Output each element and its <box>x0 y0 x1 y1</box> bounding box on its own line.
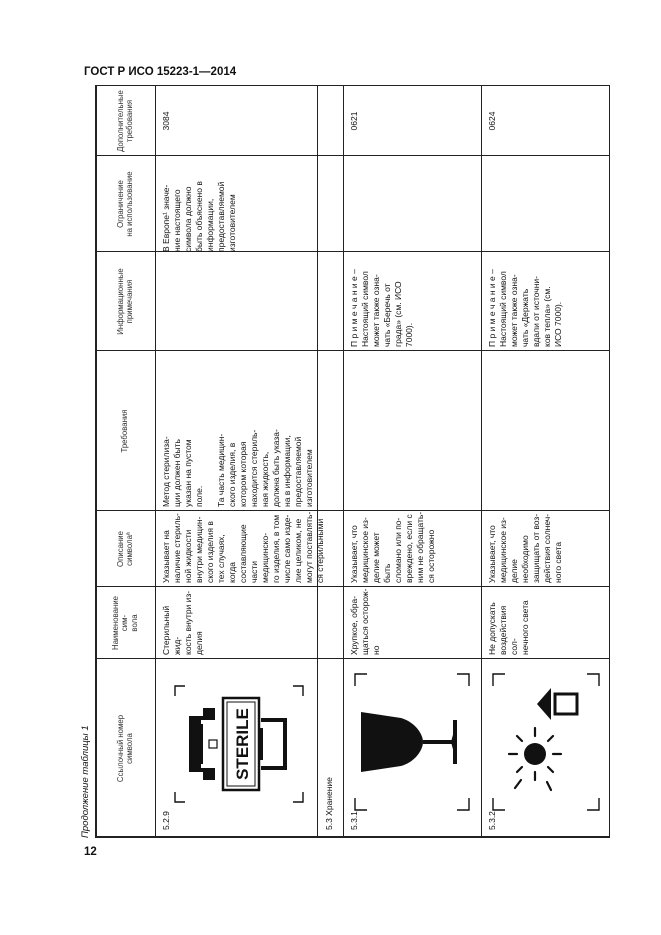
row-2-iso-number: 0621 <box>349 111 359 131</box>
row-1-requirements: Метод стерилиза- ции должен быть указан на пустом поле. Та часть медицин- ского изделия, в котором которая находится стериль- ная жидкость, должна быть указа- на в информации, предоставляемой изготовителем <box>161 429 314 507</box>
row-1-description: Указывает на наличие стериль- ной жидкости внутри медицин- ского изделия в тех случаях, когда составляющие части медицинско- го изделия, в том числе само изде- лие целиком, не могут поставлять- ся стерильными <box>161 511 325 583</box>
row-3-description: Указывает, что медицинское из- делие необходимо защищать от воз- действия солнеч- ного света <box>487 513 563 583</box>
col-header-restrictions: Ограничение на использование <box>115 171 134 237</box>
row-2-ref: 5.3.1 <box>349 811 359 830</box>
keep-away-from-sunlight-icon <box>491 672 601 812</box>
row-1-name: Стерильный жид- кость внутри из- делия <box>161 590 204 655</box>
table-caption: Продолжение таблицы 1 <box>80 725 91 838</box>
col-header-additional: Дополнительные требования <box>115 90 134 152</box>
row-2-name: Хрупкое, обра- щаться осторож- но <box>349 588 381 655</box>
document-header: ГОСТ Р ИСО 15223-1—2014 <box>84 66 237 78</box>
section-label-storage: 5.3 Хранение <box>324 777 334 830</box>
row-3-ref: 5.3.2 <box>487 811 497 830</box>
row-2-description: Указывает, что медицинское из- делие может быть сломано или по- вреждено, если с ним не обращать- ся осторожно <box>349 511 436 583</box>
rotated-table-area <box>80 85 610 838</box>
row-1-iso-number: 3084 <box>161 111 171 131</box>
col-header-info-notes: Информационные примечания <box>115 268 134 335</box>
col-header-requirements: Требования <box>120 409 130 453</box>
sterile-label-text: STERILE <box>233 708 252 780</box>
row-1-ref: 5.2.9 <box>161 811 171 830</box>
row-1-additional: В Европе¹ значе- ние настоящего символа должно быть объяснено в информации, предоставляемой изготовителем <box>161 181 237 252</box>
row-3-iso-number: 0624 <box>487 111 497 131</box>
sterile-fluid-path-icon <box>173 684 305 804</box>
col-header-description: Описание символаª <box>115 531 134 567</box>
row-3-name: Не допускать воздействия сол- нечного света <box>487 600 530 655</box>
col-header-name: Наименование сим- вола <box>110 595 139 651</box>
fragile-glass-icon <box>353 672 471 812</box>
page-number: 12 <box>84 846 97 858</box>
row-3-info-notes: П р и м е ч а н и е – Настоящий символ может также озна- чать «Держать вдали от источни- ков тепла» (см. ИСО 7000). <box>487 269 563 347</box>
col-header-ref: Ссылочный номер символа <box>115 714 134 783</box>
row-2-info-notes: П р и м е ч а н и е – Настоящий символ может также озна- чать «Беречь от града» (см. ИСО 7000). <box>349 269 414 347</box>
